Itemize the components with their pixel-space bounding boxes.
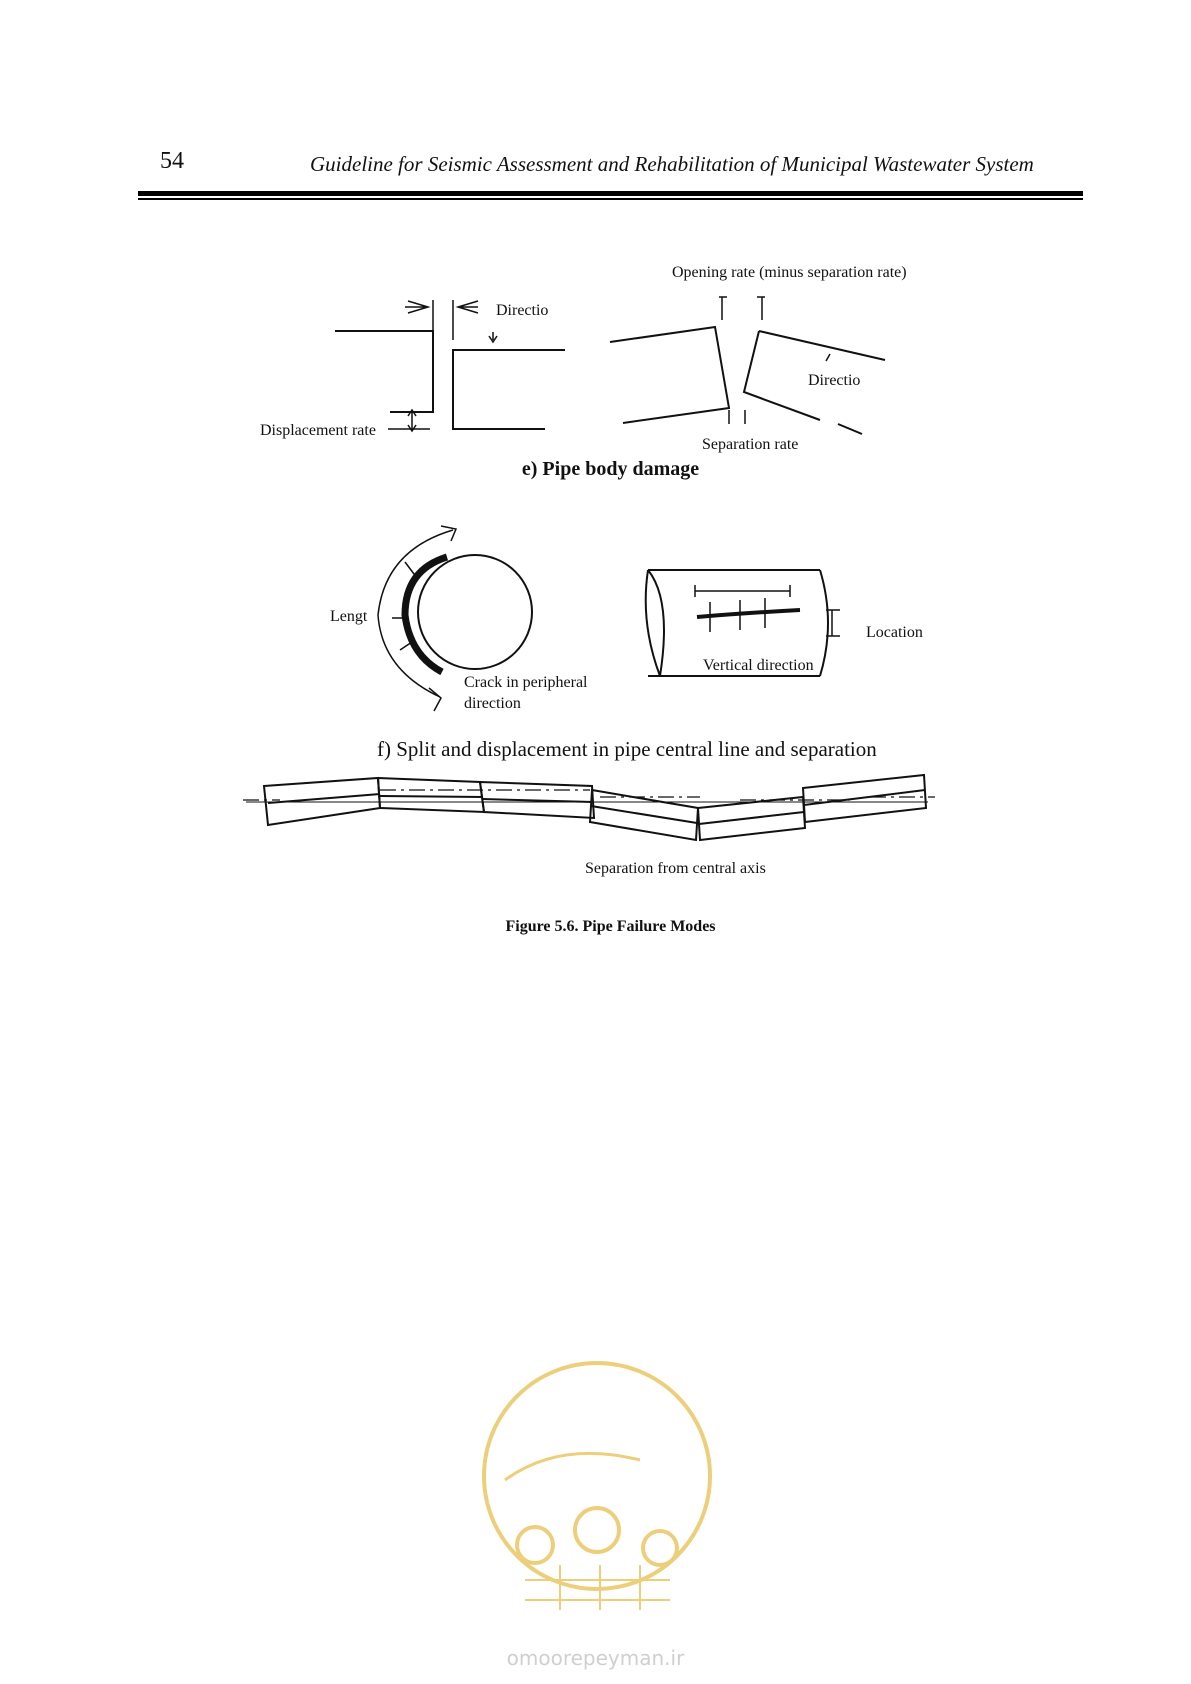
label-vertical-direction: Vertical direction [703,657,814,674]
pipe-opening-drawing [610,297,885,434]
running-header: Guideline for Seismic Assessment and Rehabilitation of Municipal Wastewater System [310,152,1034,176]
pipe-centerline-separation-drawing [243,775,935,840]
watermark-site: omoorepeyman.ir [506,1646,685,1670]
label-separation-central-axis: Separation from central axis [585,860,766,877]
subtitle-pipe-body-damage: e) Pipe body damage [521,458,700,480]
omoorepeyman-seal-icon [484,1363,710,1610]
label-location: Location [866,624,923,641]
subtitle-split-displacement: f) Split and displacement in pipe central line and separation [377,737,877,761]
label-direction-left: Directio [496,302,549,319]
label-crack-direction: direction [464,695,521,712]
figure-caption: Figure 5.6. Pipe Failure Modes [505,918,716,935]
label-crack-peripheral: Crack in peripheral [464,674,588,691]
label-opening-rate: Opening rate (minus separation rate) [672,264,907,281]
page-number: 54 [160,148,184,174]
label-separation-rate: Separation rate [702,436,799,453]
label-length: Lengt [330,608,368,625]
label-direction-right: Directio [808,372,861,389]
label-displacement-rate: Displacement rate [260,422,376,439]
